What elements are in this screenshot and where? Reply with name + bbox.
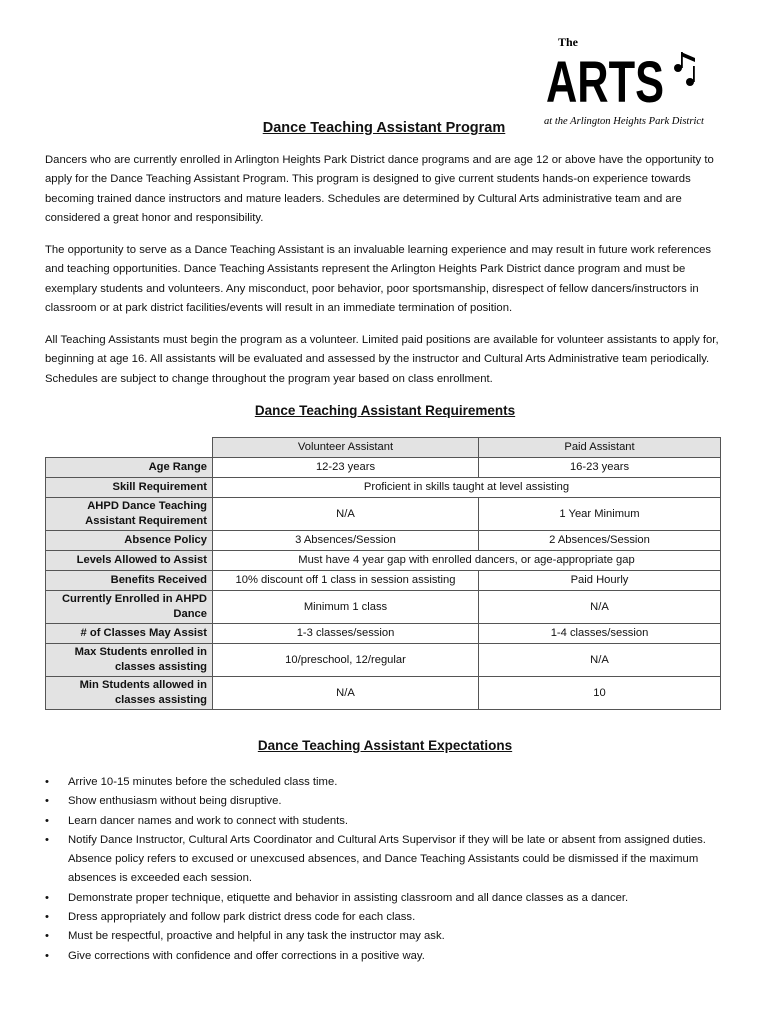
table-row: [46, 531, 721, 551]
table-row: [46, 498, 721, 531]
list-item: • Demonstrate proper technique, etiquette and behavior in assisting classroom and all dance classes as a dancer.: [45, 889, 735, 908]
list-item: • Learn dancer names and work to connect with students.: [45, 812, 735, 831]
music-notes-icon: [674, 52, 695, 86]
table-row: [46, 551, 721, 571]
opportunity-paragraph: The opportunity to serve as a Dance Teaching Assistant is an invaluable learning experience and may result in future work references and teaching opportunities. Dance Teaching Assistants represent the Arlington Heights Park District dance program and must be exemplary students and volunteers. Any misconduct, poor behavior, poor sportsmanship, disrespect of fellow dancers/instructors in classroom or at park district facilities/events will result in an immediate termination of position.: [45, 244, 712, 314]
row-label: # of Classes May Assist: [46, 624, 213, 644]
paid-cell: 16-23 years: [479, 458, 721, 478]
list-item: • Dress appropriately and follow park district dress code for each class.: [45, 908, 735, 927]
paid-cell: N/A: [479, 644, 721, 677]
volunteer-cell: 10/preschool, 12/regular: [213, 644, 479, 677]
volunteer-cell: N/A: [213, 677, 479, 710]
col-volunteer-header: Volunteer Assistant: [213, 438, 479, 458]
paid-cell: 10: [479, 677, 721, 710]
table-row: [46, 478, 721, 498]
list-item: • Give corrections with confidence and offer corrections in a positive way.: [45, 947, 735, 966]
row-label: Age Range: [46, 458, 213, 478]
page-title: Dance Teaching Assistant Program: [262, 120, 506, 136]
row-label: Currently Enrolled in AHPD Dance: [46, 591, 213, 624]
volunteer-cell: Minimum 1 class: [213, 591, 479, 624]
volunteer-cell: 10% discount off 1 class in session assisting: [213, 571, 479, 591]
col-paid-header: Paid Assistant: [479, 438, 721, 458]
row-label: AHPD Dance Teaching Assistant Requirement: [46, 498, 213, 531]
requirements-table: [45, 437, 721, 710]
paid-cell: 1 Year Minimum: [479, 498, 721, 531]
volunteer-paragraph: All Teaching Assistants must begin the program as a volunteer. Limited paid positions are available for volunteer assistants to apply for, beginning at age 16. All assistants will be evaluated and assessed by the instructor and Cultural Arts Administrative team periodically. Schedules are subject to change throughout the program year based on class enrollment.: [45, 334, 719, 385]
logo-tagline: at the Arlington Heights Park District: [544, 116, 706, 127]
table-row: [46, 644, 721, 677]
paid-cell: 2 Absences/Session: [479, 531, 721, 551]
table-row: [46, 591, 721, 624]
list-item: • Notify Dance Instructor, Cultural Arts Coordinator and Cultural Arts Supervisor if they will be late or absent from assigned duties. Absence policy refers to excused or unexcused absences, and Dance Teaching Assistants could be dismissed if the maximum absences is exceeded each session.: [45, 831, 735, 889]
row-label: Absence Policy: [46, 531, 213, 551]
volunteer-cell: N/A: [213, 498, 479, 531]
row-label: Min Students allowed in classes assisting: [46, 677, 213, 710]
table-row: [46, 624, 721, 644]
row-label: Max Students enrolled in classes assisting: [46, 644, 213, 677]
expectations-heading: Dance Teaching Assistant Expectations: [257, 738, 513, 753]
arts-logo: [540, 32, 708, 128]
table-row: [46, 571, 721, 591]
logo-the: The: [558, 35, 579, 49]
volunteer-cell: 12-23 years: [213, 458, 479, 478]
table-row: [46, 458, 721, 478]
list-item: • Arrive 10-15 minutes before the scheduled class time.: [45, 773, 735, 792]
paid-cell: Paid Hourly: [479, 571, 721, 591]
row-label: Levels Allowed to Assist: [46, 551, 213, 571]
row-label: Benefits Received: [46, 571, 213, 591]
logo-main: ARTS: [546, 50, 664, 115]
expectations-list: [45, 773, 735, 966]
shared-cell: Proficient in skills taught at level assisting: [213, 478, 721, 498]
list-item: • Must be respectful, proactive and helpful in any task the instructor may ask.: [45, 927, 735, 946]
volunteer-cell: 3 Absences/Session: [213, 531, 479, 551]
list-item: • Show enthusiasm without being disruptive.: [45, 792, 735, 811]
row-label: Skill Requirement: [46, 478, 213, 498]
intro-paragraph: Dancers who are currently enrolled in Arlington Heights Park District dance programs and are age 12 or above have the opportunity to apply for the Dance Teaching Assistant Program. This program is designed to give current students hands-on experience towards becoming trained dance instructors and mature leaders. Schedules are determined by Cultural Arts administrative team and are considered a great honor and responsibility.: [45, 154, 714, 224]
volunteer-cell: 1-3 classes/session: [213, 624, 479, 644]
requirements-heading: Dance Teaching Assistant Requirements: [254, 403, 516, 418]
table-row: [46, 677, 721, 710]
paid-cell: 1-4 classes/session: [479, 624, 721, 644]
table-header-row: [46, 438, 721, 458]
paid-cell: N/A: [479, 591, 721, 624]
shared-cell: Must have 4 year gap with enrolled dancers, or age-appropriate gap: [213, 551, 721, 571]
